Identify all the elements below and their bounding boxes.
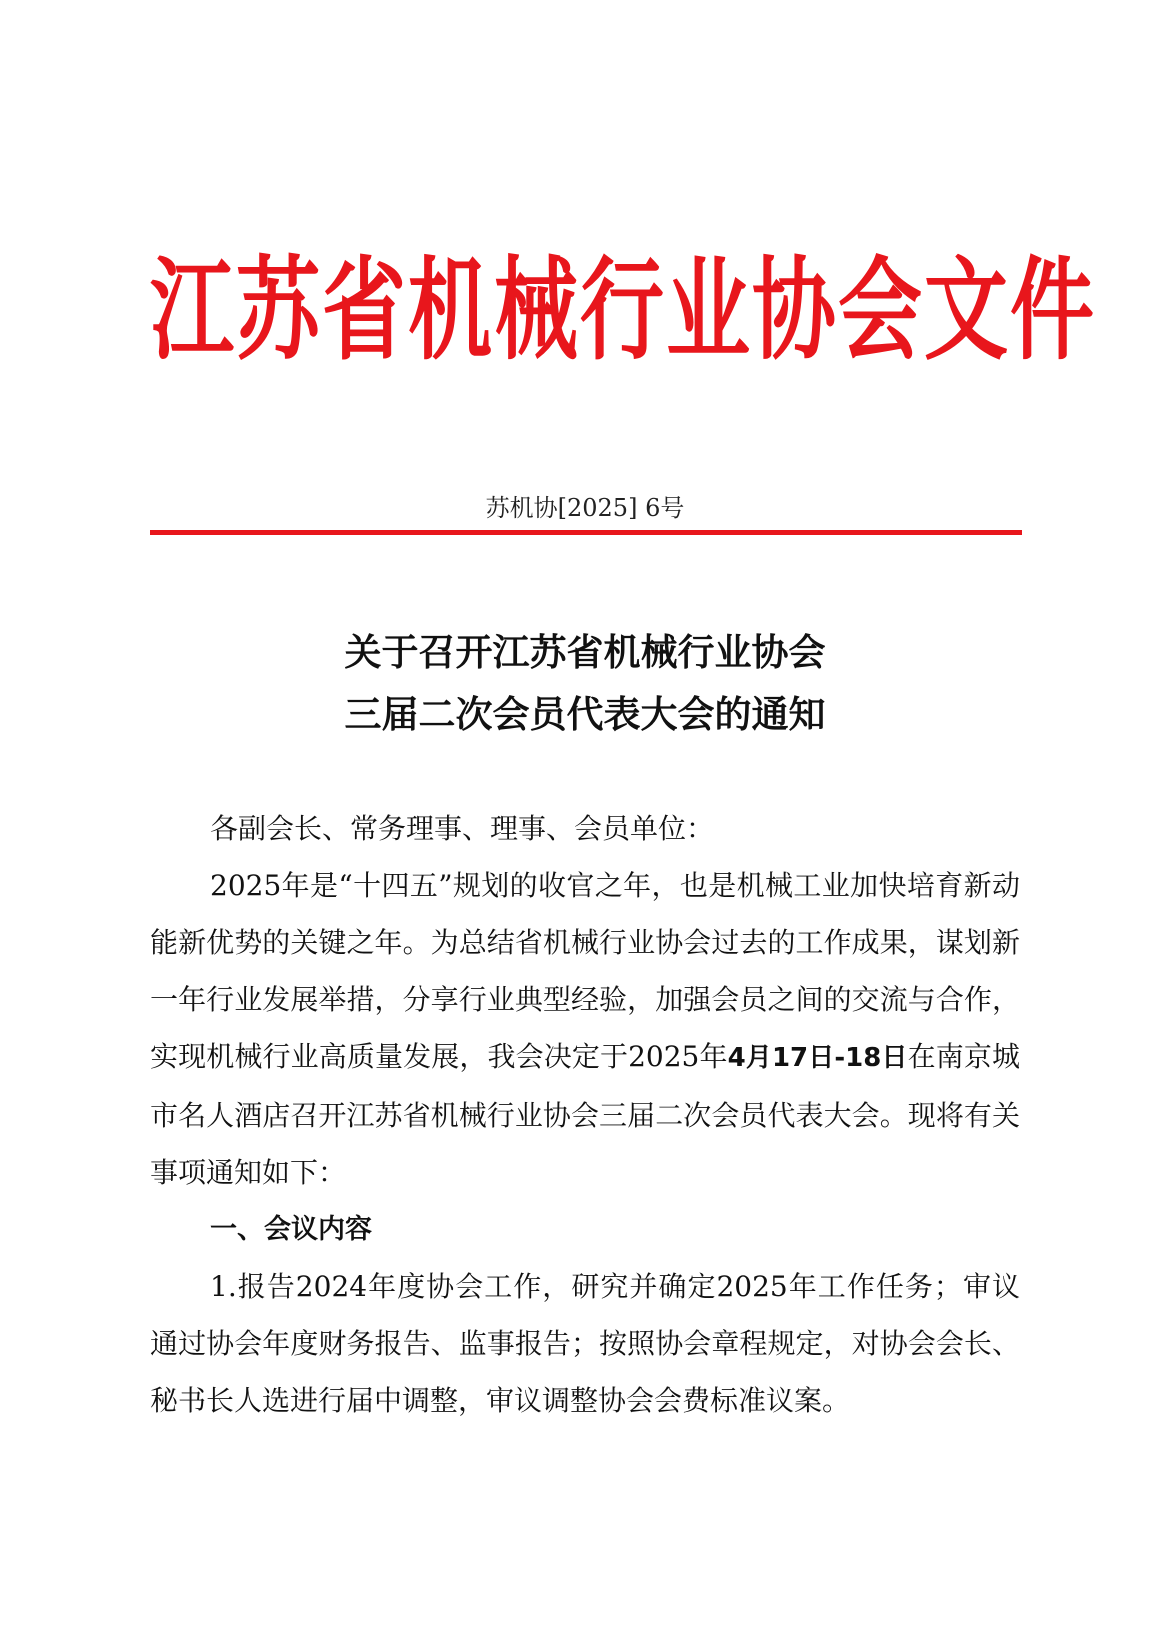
salutation: 各副会长、常务理事、理事、会员单位： [210,812,715,845]
intro-text-after-date: 在南京城市名人酒店召开江苏省机械行业协会三届二次会员代表大会。现将有关事项通知如下： [150,1040,1020,1189]
meeting-content-item-1: 1.报告2024年度协会工作，研究并确定2025年工作任务；审议通过协会年度财务报告、监事报告；按照协会章程规定，对协会会长、秘书长人选进行届中调整，审议调整协会会费标准议案。 [150,1270,1020,1417]
red-divider-line [150,530,1022,535]
notice-title [150,622,1020,746]
notice-body [150,800,1020,1429]
document-number: 苏机协[2025] 6号 [485,494,685,522]
intro-text-before-date: 2025年是“十四五”规划的收官之年，也是机械工业加快培育新动能新优势的关键之年。为总结省机械行业协会过去的工作成果，谋划新一年行业发展举措，分享行业典型经验，加强会员之间的交流与合作，实现机械行业高质量发展，我会决定于2025年 [150,869,1020,1073]
intro-paragraph [150,857,1020,1201]
section-heading-meeting-content: 一、会议内容 [210,1214,372,1245]
notice-title-line-2: 三届二次会员代表大会的通知 [344,693,826,736]
document-header-title: 江苏省机械行业协会文件 [150,244,1097,375]
meeting-date: 4月17日-18日 [727,1043,908,1073]
notice-title-line-1: 关于召开江苏省机械行业协会 [344,631,826,674]
